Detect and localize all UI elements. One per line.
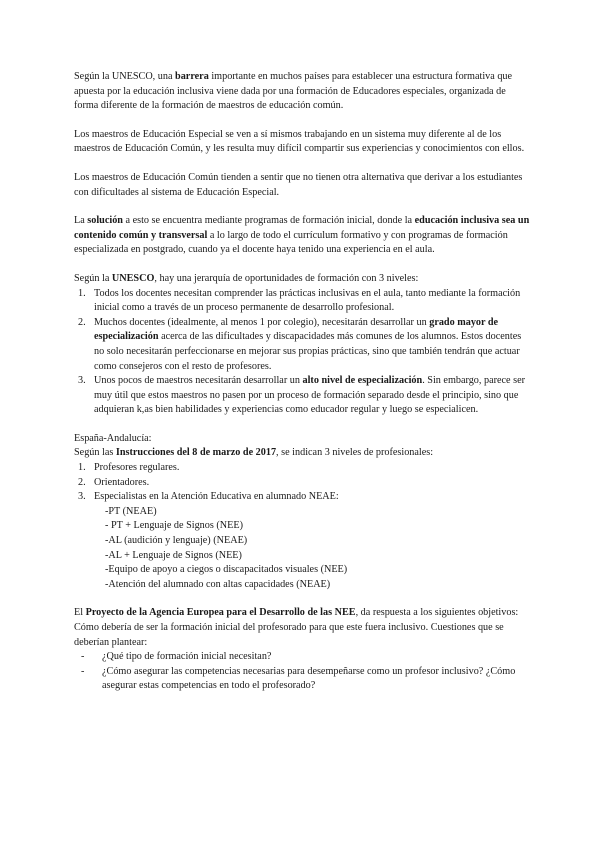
list-item: [74, 287, 532, 316]
text: Profesores regulares.: [94, 462, 180, 474]
bold-text: barrera: [175, 71, 209, 82]
list-item: [74, 374, 532, 418]
specialists-list: [74, 505, 532, 593]
list-item: [74, 665, 532, 694]
paragraph-unesco-levels: [74, 272, 532, 287]
text: Según las: [74, 447, 116, 459]
professionals-list: [74, 461, 532, 505]
list-number: 3.: [78, 491, 86, 503]
text: , hay una jerarquía de oportunidades de formación con 3 niveles:: [154, 272, 419, 284]
list-number: 1.: [78, 462, 86, 474]
text: El: [74, 607, 86, 619]
text: ¿Qué tipo de formación inicial necesitan?: [102, 651, 272, 663]
list-item: - PT + Lenguaje de Signos (NEE): [105, 520, 243, 532]
text: La: [74, 215, 88, 227]
document-page: [74, 70, 532, 694]
paragraph-european-agency: [74, 606, 532, 621]
text: , se indican 3 niveles de profesionales:: [276, 447, 434, 459]
list-item: [74, 461, 532, 476]
dash-marker: -: [81, 665, 85, 677]
list-item: -Atención del alumnado con altas capacidades (NEAE): [105, 578, 331, 590]
list-number: 1.: [78, 287, 86, 299]
bold-text: grado mayor de especialización: [94, 316, 499, 343]
list-item: [74, 476, 532, 491]
list-item: -PT (NEAE): [105, 505, 157, 517]
list-number: 2.: [78, 316, 86, 328]
bold-text: educación inclusiva sea un contenido común y transversal: [74, 215, 530, 241]
section-heading-spain: España-Andalucía:: [74, 432, 152, 444]
text: Según la: [74, 272, 112, 284]
text: Unos pocos de maestros necesitarán desarrollar un: [94, 375, 303, 387]
list-item: -AL + Lenguaje de Signos (NEE): [105, 549, 242, 561]
list-item: [74, 316, 532, 374]
paragraph-common-teachers: Los maestros de Educación Común tienden a sentir que no tienen otra alternativa que derivar a los estudiantes con dificultades al sistema de Educación Especial.: [74, 171, 523, 198]
bold-text: solución: [87, 215, 123, 227]
text: . Sin embargo, parece ser muy útil que estos maestros no pasen por un proceso de formación separado desde el principio, sino que adquieran k,as bien habilidades y experiencias como educador regular y luego se especialicen.: [94, 375, 525, 416]
bold-text: Proyecto de la Agencia Europea para el Desarrollo de las NEE: [85, 607, 356, 619]
questions-list: [74, 650, 532, 694]
list-item: [74, 650, 532, 665]
bold-text: Instrucciones del 8 de marzo de 2017: [115, 447, 277, 459]
list-item: -Equipo de apoyo a ciegos o discapacitados visuales (NEE): [105, 564, 348, 576]
text: ¿Cómo asegurar las competencias necesarias para desempeñarse como un profesor inclusivo? ¿Cómo asegurar estas competencias en todo el profesorado?: [102, 665, 516, 692]
unesco-levels-list: [74, 287, 532, 418]
text: importante en muchos países para establecer una estructura formativa que apuesta por la educación inclusiva viene dada por una formación de Educadores especiales, organizada de forma diferente de la formación de maestros de educación común.: [74, 71, 513, 112]
text: acerca de las dificultades y discapacidades más comunes de los alumnos. Estos docentes no solo necesitarán perfeccionarse en mejorar sus propias prácticas, sino que también tendrán que actuar como consejeros con el resto de profesores.: [94, 331, 522, 372]
list-number: 2.: [78, 476, 86, 488]
text: a esto se encuentra mediante programas de formación inicial, donde la: [122, 215, 415, 227]
dash-marker: -: [81, 651, 85, 663]
paragraph-special-teachers: Los maestros de Educación Especial se ven a sí mismos trabajando en un sistema muy diferente al de los maestros de Educación Común, y les resulta muy difícil compartir sus experiencias y conocimientos con ellos.: [74, 128, 525, 155]
text: a lo largo de todo el currículum formativo y con programas de formación especializada en postgrado, cuando ya el docente haya tenido una experiencia en el aula.: [74, 229, 508, 256]
paragraph-solution: [74, 214, 532, 258]
text: , da respuesta a los siguientes objetivos:: [355, 607, 519, 619]
list-item: -AL (audición y lenguaje) (NEAE): [105, 535, 248, 547]
bold-text: UNESCO: [111, 272, 155, 284]
paragraph-initial-training: Cómo debería de ser la formación inicial del profesorado para que este fuera inclusivo. Cuestiones que se deberían plantear:: [74, 622, 504, 648]
text: Muchos docentes (idealmente, al menos 1 por colegio), necesitarán desarrollar un: [94, 316, 430, 328]
paragraph-unesco-barrier: [74, 70, 532, 114]
list-item: [74, 490, 532, 505]
bold-text: alto nivel de especialización: [302, 375, 423, 387]
text: Todos los docentes necesitan comprender las prácticas inclusivas en el aula, tanto mediante la formación inicial como a través de un proceso permanente de desarrollo profesional.: [94, 287, 521, 314]
paragraph-instructions: [74, 446, 532, 461]
text: Según la UNESCO, una: [74, 71, 176, 82]
list-number: 3.: [78, 375, 86, 387]
text: Orientadores.: [94, 476, 150, 488]
text: Especialistas en la Atención Educativa en alumnado NEAE:: [94, 491, 339, 503]
